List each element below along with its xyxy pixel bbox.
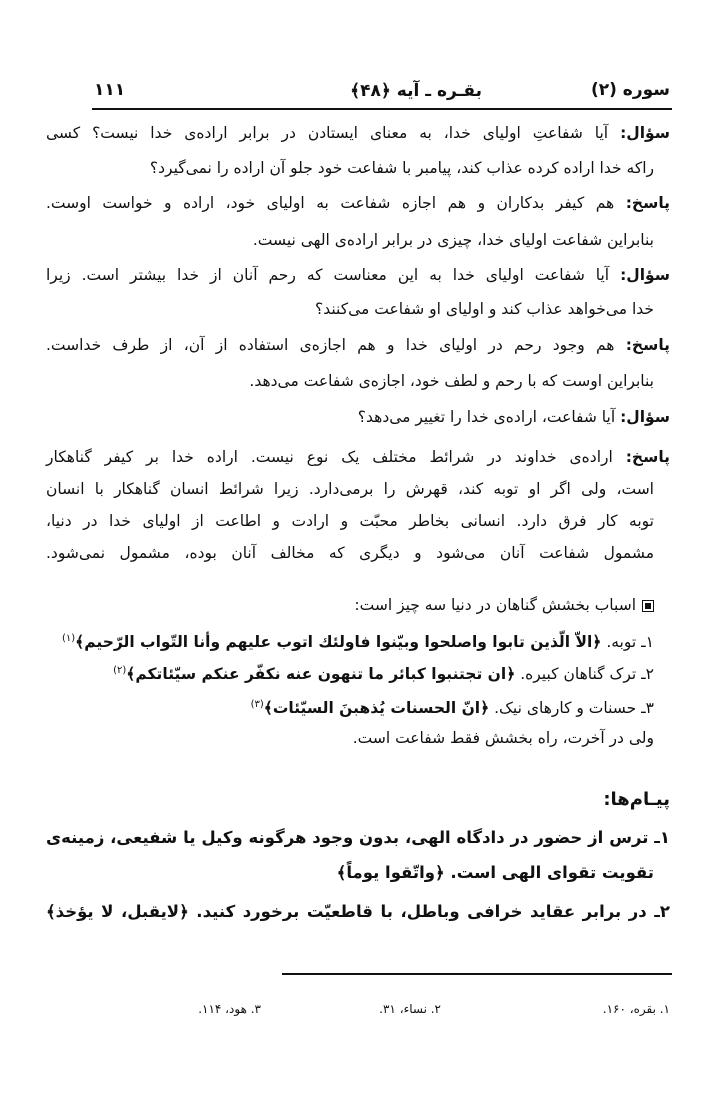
footnote-ref: (۱): [61, 633, 76, 644]
text-line: [253, 225, 654, 255]
quran-quote: ﴿ان تجتنبوا کبائر ما تنهون عنه نکفّر عنکم سیّئاتکم﴾: [126, 665, 516, 684]
line-text: هم وجود رحم در اولیای خدا و هم اجازه‌ی استفاده از آن، از طرف خداست.: [46, 336, 626, 354]
header-title: بقـره ـ آیه ﴿۴۸﴾: [350, 81, 482, 101]
footnote-ref: (۳): [250, 699, 264, 710]
line-text: بنابراین اوست که با رحم و لطف خود، اجازه‌ی شفاعت می‌دهد.: [249, 372, 654, 390]
line-text: ۲ـ در برابر عقاید خرافی وباطل، با قاطعیّت برخورد کنید.: [188, 902, 670, 921]
text-line: [337, 858, 654, 888]
line-text: آیا شفاعت، اراده‌ی خدا را تغییر می‌دهد؟: [357, 408, 621, 426]
text-line: [251, 690, 654, 723]
line-text: خدا می‌خواهد عذاب کند و اولیای او شفاعت می‌کنند؟: [314, 300, 654, 318]
quran-quote: ﴿لایقبل، لا یؤخذ﴾: [46, 902, 189, 921]
running-header: [92, 80, 672, 106]
text-line: [46, 506, 654, 536]
line-text: هم کیفر بدکاران و هم اجازه شفاعت به اولیای خود، اراده و خواست اوست.: [46, 194, 626, 212]
header-rule: [92, 108, 672, 110]
text-line: [46, 260, 670, 290]
line-label: سؤال:: [620, 408, 670, 426]
footnote-3: ۳. هود، ۱۱۴.: [198, 1002, 261, 1016]
line-text: اسباب بخشش گناهان در دنیا سه چیز است:: [354, 596, 636, 614]
text-line: [150, 153, 654, 183]
line-text: تقویت تقوای الهی است.: [444, 863, 654, 882]
line-label: پاسخ:: [625, 448, 670, 466]
text-line: [315, 294, 654, 324]
footnote-rule: [282, 973, 672, 975]
text-line: [46, 474, 654, 504]
line-text: ۳ـ حسنات و کارهای نیک.: [489, 699, 654, 718]
text-line: [358, 402, 670, 432]
text-line: [46, 897, 670, 927]
line-text: است، ولی اگر او توبه کند، قهرش را برمی‌دارد. زیرا شرائط انسان گناهکار با انسان: [46, 480, 654, 498]
text-line: [113, 656, 654, 689]
text-line: [62, 624, 654, 657]
line-text: مشمول شفاعت آنان می‌شود و دیگری که مخالف آنان بوده، مشمول نمی‌شود.: [46, 544, 654, 562]
line-text: ۱ـ ترس از حضور در دادگاه الهی، بدون وجود هرگونه وکیل یا شفیعی، زمینه‌ی: [46, 828, 670, 847]
footnote-2: ۲. نساء، ۳۱.: [379, 1002, 441, 1016]
line-text: اراده‌ی خداوند در شرائط مختلف یک نوع نیست. اراده خدا بر کیفر گناهکار: [46, 448, 626, 466]
line-text: ۱ـ توبه.: [601, 633, 654, 652]
footnote-1: ۱. بقره، ۱۶۰.: [602, 1002, 670, 1016]
quran-quote: ﴿الاّ الّذین تابوا واصلحوا وبیّنوا فاولئك اتوب علیهم وأنا التّواب الرّحیم﴾: [75, 633, 602, 652]
header-sura: سوره (۲): [590, 80, 670, 100]
page-number: ۱۱۱: [94, 80, 126, 100]
line-text: آیا شفاعتِ اولیای خدا، به معنای ایستادن در برابر اراده‌ی خدا نیست؟ کسی: [46, 124, 621, 142]
text-line: [46, 442, 670, 472]
line-text: بنابراین شفاعت اولیای خدا، چیزی در برابر اراده‌ی الهی نیست.: [252, 231, 654, 249]
text-line: [46, 538, 654, 568]
text-line: [354, 590, 654, 620]
text-line: [353, 723, 654, 753]
quran-quote: ﴿انّ الحسنات یُذهبنَ السیّئات﴾: [263, 699, 490, 718]
messages-heading: پیـام‌ها:: [603, 789, 670, 810]
line-text: ولی در آخرت، راه بخشش فقط شفاعت است.: [352, 729, 654, 747]
line-label: سؤال:: [620, 124, 670, 142]
text-line: [46, 118, 670, 148]
line-text: راکه خدا اراده کرده عذاب کند، پیامبر با شفاعت خود جلو آن اراده را نمی‌گیرد؟: [149, 159, 654, 177]
text-line: [46, 823, 670, 853]
footnote-ref: (۲): [113, 665, 127, 676]
text-line: [249, 366, 654, 396]
line-label: پاسخ:: [625, 336, 670, 354]
checkbox-bullet-icon: [642, 600, 654, 612]
text-line: [46, 330, 670, 360]
line-label: پاسخ:: [625, 194, 670, 212]
line-text: توبه کار فرق دارد. انسانی بخاطر محبّت و ارادت و اطاعت از اولیای خدا در دنیا،: [46, 512, 654, 530]
line-label: سؤال:: [620, 266, 670, 284]
quran-quote: ﴿واتّقوا یوماً﴾: [336, 863, 445, 882]
line-text: آیا شفاعت اولیای خدا به این معناست که رحم آنان از خدا بیشتر است. زیرا: [46, 266, 621, 284]
line-text: ۲ـ ترک گناهان کبیره.: [515, 665, 654, 684]
text-line: [46, 188, 670, 218]
